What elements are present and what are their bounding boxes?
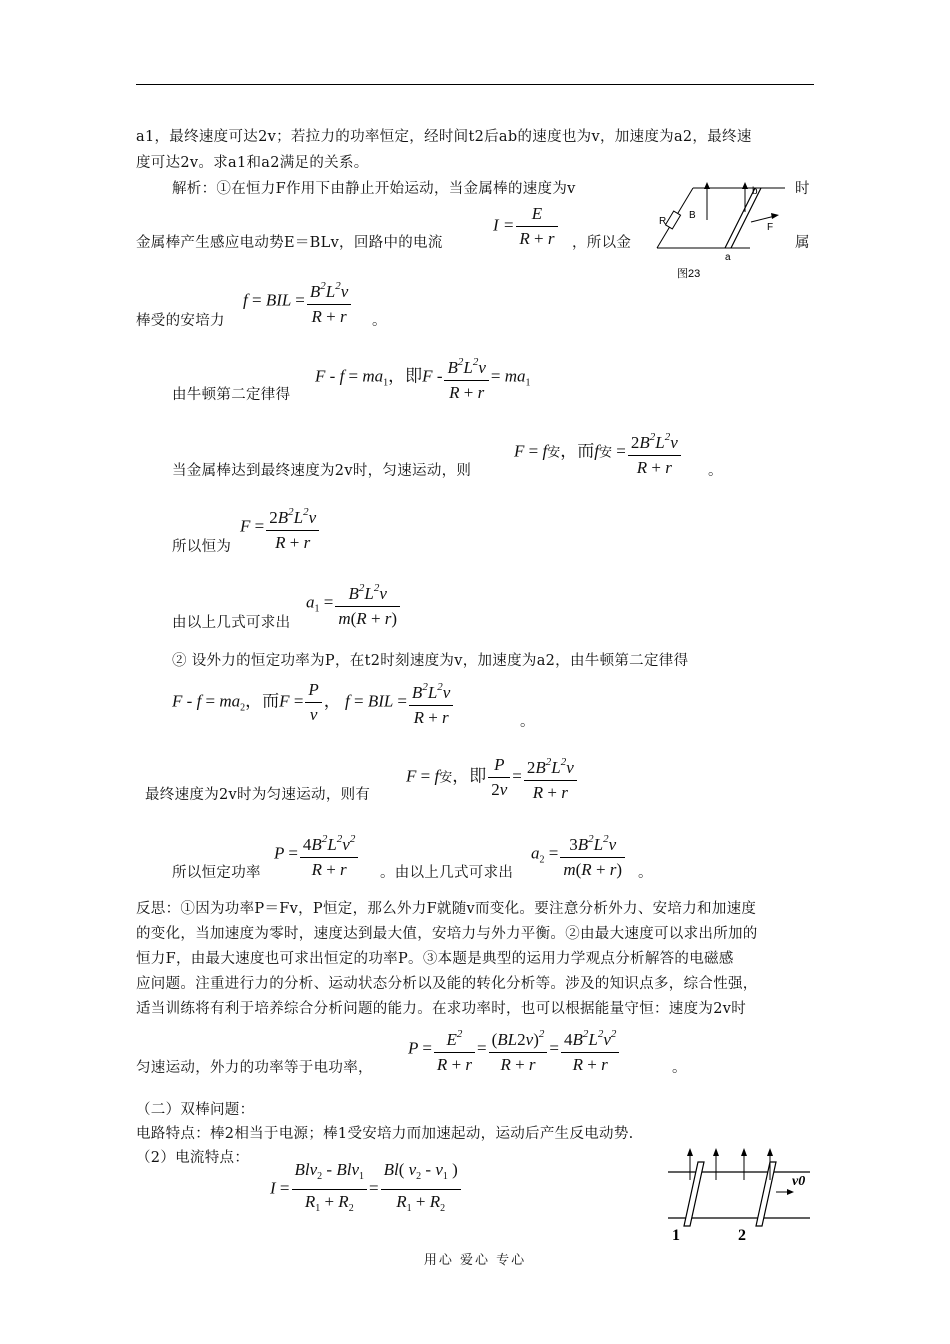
text-line: 应问题。注重进行力的分析、运动状态分析以及能的转化分析等。涉及的知识点多，综合性强，: [136, 976, 758, 992]
figure-23-diagram: [655, 180, 790, 290]
label-R: R: [659, 216, 667, 227]
text-line: 金属棒产生感应电动势E＝BLv，回路中的电流: [136, 235, 443, 251]
page-footer: 用心 爱心 专心: [423, 1253, 527, 1268]
text-line: 。由以上几式可求出: [380, 865, 514, 881]
text-line: 。: [708, 463, 723, 479]
section-heading: （二）双棒问题：: [136, 1102, 255, 1118]
text-line: 的变化，当加速度为零时，速度达到最大值，安培力与外力平衡。②由最大速度可以求出所加的: [136, 926, 758, 942]
text-line: 所以恒定功率: [172, 865, 261, 881]
text-line: ，所以金: [572, 235, 632, 251]
label-F: F: [767, 222, 774, 233]
text-line: 。: [638, 865, 653, 881]
text-line: 由牛顿第二定律得: [172, 387, 291, 403]
header-rule: [136, 84, 814, 85]
text-line: 当金属棒达到最终速度为2v时，匀速运动，则: [172, 463, 472, 479]
label-B: B: [689, 210, 696, 221]
text-line: 。: [520, 714, 535, 730]
formula-equilibrium-1: F = f安，而f安 = $\frac{2B^2L^2v}{R + r}$: [514, 425, 683, 480]
label-rod-2: 2: [738, 1227, 746, 1244]
figure-caption: 图23: [677, 268, 701, 280]
formula-force-F: F = $\frac{2B^2L^2v}{R + r}$: [240, 500, 321, 555]
text-line: 所以恒为: [172, 539, 232, 555]
formula-a2: $a_2$ = $\frac{3B^2L^2v}{m(R + r)}$: [531, 827, 627, 882]
two-rods-diagram: [660, 1140, 818, 1248]
text-line: ② 设外力的恒定功率为P，在t2时刻速度为v，加速度为a2，由牛顿第二定律得: [172, 653, 689, 669]
formula-newton-2: $F - f = ma_2$，而F = $\frac{P}{v}$ ， f = BIL = $\frac{B^2L^2v}{R + r}$: [172, 675, 455, 730]
formula-equilibrium-2: F = f安，即 $\frac{P}{2v}$ = $\frac{2B^2L^2v}{R + r}$: [406, 750, 579, 805]
formula-newton-1: $F - f = ma_1$，即F - $\frac{B^2L^2v}{R + r}$ = $ma_1$: [315, 350, 531, 405]
text-line: a1，最终速度可达2v；若拉力的功率恒定，经时间t2后ab的速度也为v，加速度为a2，最终速: [136, 129, 752, 145]
text-line: 电路特点：棒2相当于电源；棒1受安培力而加速起动，运动后产生反电动势.: [136, 1126, 634, 1142]
label-rod-1: 1: [672, 1227, 680, 1244]
formula-current-two-rods: I = $\frac{Blv_2 - Blv_1}{R_1 + R_2}$ = $\frac{Bl( v_2 - v_1 )}{R_1 + R_2}$: [270, 1158, 463, 1221]
text-line: （2）电流特点：: [136, 1150, 250, 1166]
text-line: 解析：①在恒力F作用下由静止开始运动，当金属棒的速度为v: [172, 181, 576, 197]
label-v0: v0: [792, 1174, 806, 1189]
text-line: 匀速运动，外力的功率等于电功率，: [136, 1060, 373, 1076]
label-b: b: [752, 186, 758, 197]
text-line: 。: [372, 313, 387, 329]
text-line: 最终速度为2v时为匀速运动，则有: [145, 787, 371, 803]
text-line: 恒力F，由最大速度也可求出恒定的功率P。③本题是典型的运用力学观点分析解答的电磁感: [136, 951, 734, 967]
formula-power: P = $\frac{4B^2L^2v^2}{R + r}$: [274, 827, 360, 882]
formula-power-energy: P = $\frac{E^2}{R + r}$ = $\frac{(BL2v)^2}{R + r}$ = $\frac{4B^2L^2v^2}{R + r}$: [408, 1022, 621, 1077]
text-line: 棒受的安培力: [136, 313, 225, 329]
text-line: 度可达2v。求a1和a2满足的关系。: [136, 155, 369, 171]
formula-current: I = $\frac{E}{R + r}$: [493, 202, 560, 251]
text-line: 由以上几式可求出: [172, 615, 291, 631]
formula-ampere-force: f = BIL = $\frac{B^2L^2v}{R + r}$: [243, 274, 353, 329]
text-line: 反思：①因为功率P＝Fv，P恒定，那么外力F就随v而变化。要注意分析外力、安培力和加速度: [136, 901, 757, 917]
text-line: 时: [795, 181, 810, 197]
label-a: a: [725, 252, 731, 263]
formula-a1: $a_1$ = $\frac{B^2L^2v}{m(R + r)}$: [306, 576, 402, 631]
text-line: 适当训练将有利于培养综合分析问题的能力。在求功率时，也可以根据能量守恒：速度为2v时: [136, 1001, 747, 1017]
text-line: 。: [672, 1060, 687, 1076]
text-line: 属: [795, 235, 810, 251]
